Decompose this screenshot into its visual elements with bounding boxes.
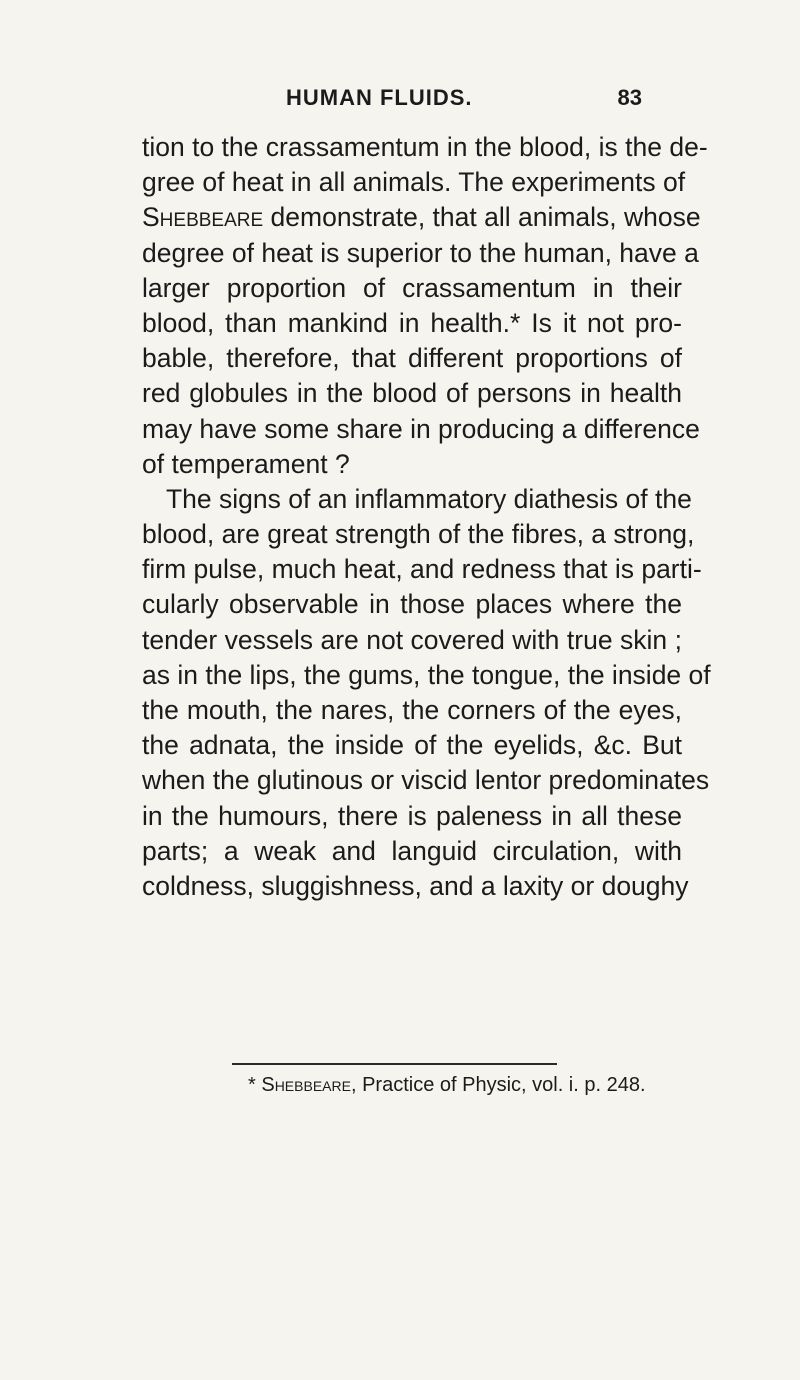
text-line: parts; a weak and languid circulation, with: [142, 835, 682, 866]
text-line: as in the lips, the gums, the tongue, the inside of: [142, 659, 711, 690]
text-line: The signs of an inflammatory diathesis of the: [166, 483, 692, 514]
text-line: when the glutinous or viscid lentor predominates: [142, 765, 710, 796]
text-line: in the humours, there is paleness in all these: [142, 800, 682, 831]
footnote-text: , Practice of Physic, vol. i. p. 248.: [350, 1074, 646, 1096]
text-line: tion to the crassamentum in the blood, is the de-: [142, 132, 708, 162]
footnote-marker: *: [248, 1074, 256, 1096]
text-line: blood, than mankind in health.* Is it not pro-: [142, 307, 682, 338]
text-line: tender vessels are not covered with true skin ;: [142, 624, 682, 655]
footnote-divider: [232, 1063, 557, 1065]
author-name: Shebbeare: [142, 202, 264, 233]
text-line: gree of heat in all animals. The experiments of: [142, 167, 686, 198]
text-line: coldness, sluggishness, and a laxity or doughy: [142, 870, 689, 901]
text-line: [142, 200, 701, 235]
running-head: [250, 85, 670, 119]
text-line: the adnata, the inside of the eyelids, &c. But: [142, 730, 682, 761]
footnote-author: Shebbeare: [261, 1074, 351, 1096]
footnote: [248, 1072, 748, 1098]
text-line: the mouth, the nares, the corners of the eyes,: [142, 695, 682, 725]
body-text: [142, 130, 711, 904]
text-line: firm pulse, much heat, and redness that is parti-: [142, 554, 702, 585]
text-line: degree of heat is superior to the human, have a: [142, 237, 699, 268]
text-line: cularly observable in those places where the: [142, 589, 682, 620]
page-number: 83: [617, 85, 642, 110]
text-line: blood, are great strength of the fibres, a strong,: [142, 519, 695, 550]
text-line: larger proportion of crassamentum in their: [142, 272, 682, 303]
text-line: of temperament ?: [142, 448, 350, 479]
text-line: bable, therefore, that different proportions of: [142, 343, 682, 374]
text-line: may have some share in producing a difference: [142, 413, 700, 444]
text-line-rest: demonstrate, that all animals, whose: [270, 202, 701, 233]
text-line: red globules in the blood of persons in health: [142, 378, 682, 409]
running-head-title: HUMAN FLUIDS.: [286, 85, 473, 110]
